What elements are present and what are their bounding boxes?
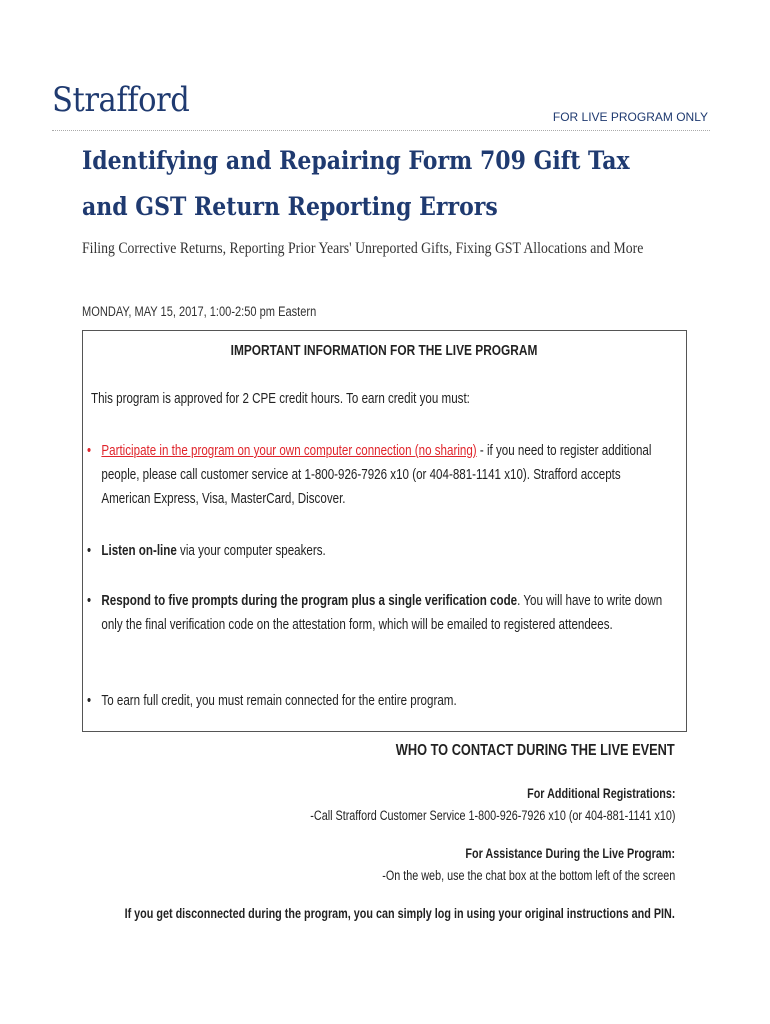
disconnect-instructions: If you get disconnected during the program, you can simply log in using your original instructions and PIN.	[124, 906, 675, 921]
bullet-dot: •	[87, 543, 92, 559]
bullet-dot: •	[87, 443, 92, 459]
cpe-intro: This program is approved for 2 CPE credit hours. To earn credit you must:	[91, 391, 470, 407]
live-assistance-label: For Assistance During the Live Program:	[465, 846, 675, 861]
title-line-1: Identifying and Repairing Form 709 Gift Tax	[82, 146, 630, 175]
contact-heading: WHO TO CONTACT DURING THE LIVE EVENT	[396, 742, 675, 759]
important-info-box	[82, 330, 687, 732]
list-item-listen: • Listen on-line via your computer speakers.	[87, 539, 667, 563]
header-divider	[52, 130, 710, 131]
bullet-dot: •	[87, 693, 92, 709]
page-title	[82, 138, 645, 230]
important-info-heading: IMPORTANT INFORMATION FOR THE LIVE PROGRAM	[231, 343, 538, 359]
bullet-dot: •	[87, 593, 92, 609]
strafford-logo: Strafford	[52, 80, 190, 120]
live-program-only-label: FOR LIVE PROGRAM ONLY	[552, 110, 708, 124]
list-item-full-credit: • To earn full credit, you must remain connected for the entire program.	[87, 689, 667, 713]
additional-registrations-text: -Call Strafford Customer Service 1-800-926-7926 x10 (or 404-881-1141 x10)	[309, 808, 675, 823]
program-date: MONDAY, MAY 15, 2017, 1:00-2:50 pm Eastern	[82, 304, 317, 319]
page-subtitle: Filing Corrective Returns, Reporting Prior Years' Unreported Gifts, Fixing GST Allocations and More	[82, 240, 644, 257]
live-assistance-text: -On the web, use the chat box at the bottom left of the screen	[382, 868, 675, 883]
list-item-respond: • Respond to five prompts during the program plus a single verification code. You will have to write down only the final verification code on the attestation form, which will be emailed to registered attendees.	[87, 589, 667, 637]
participate-link[interactable]: Participate in the program on your own computer connection (no sharing)	[101, 443, 477, 459]
list-item-participate: • Participate in the program on your own computer connection (no sharing) - if you need to register additional people, please call customer service at 1-800-926-7926 x10 (or 404-881-1141 x10). Strafford accepts American Express, Visa, MasterCard, Discover.	[87, 439, 667, 511]
title-line-2: and GST Return Reporting Errors	[82, 192, 498, 221]
additional-registrations-label: For Additional Registrations:	[526, 786, 675, 801]
